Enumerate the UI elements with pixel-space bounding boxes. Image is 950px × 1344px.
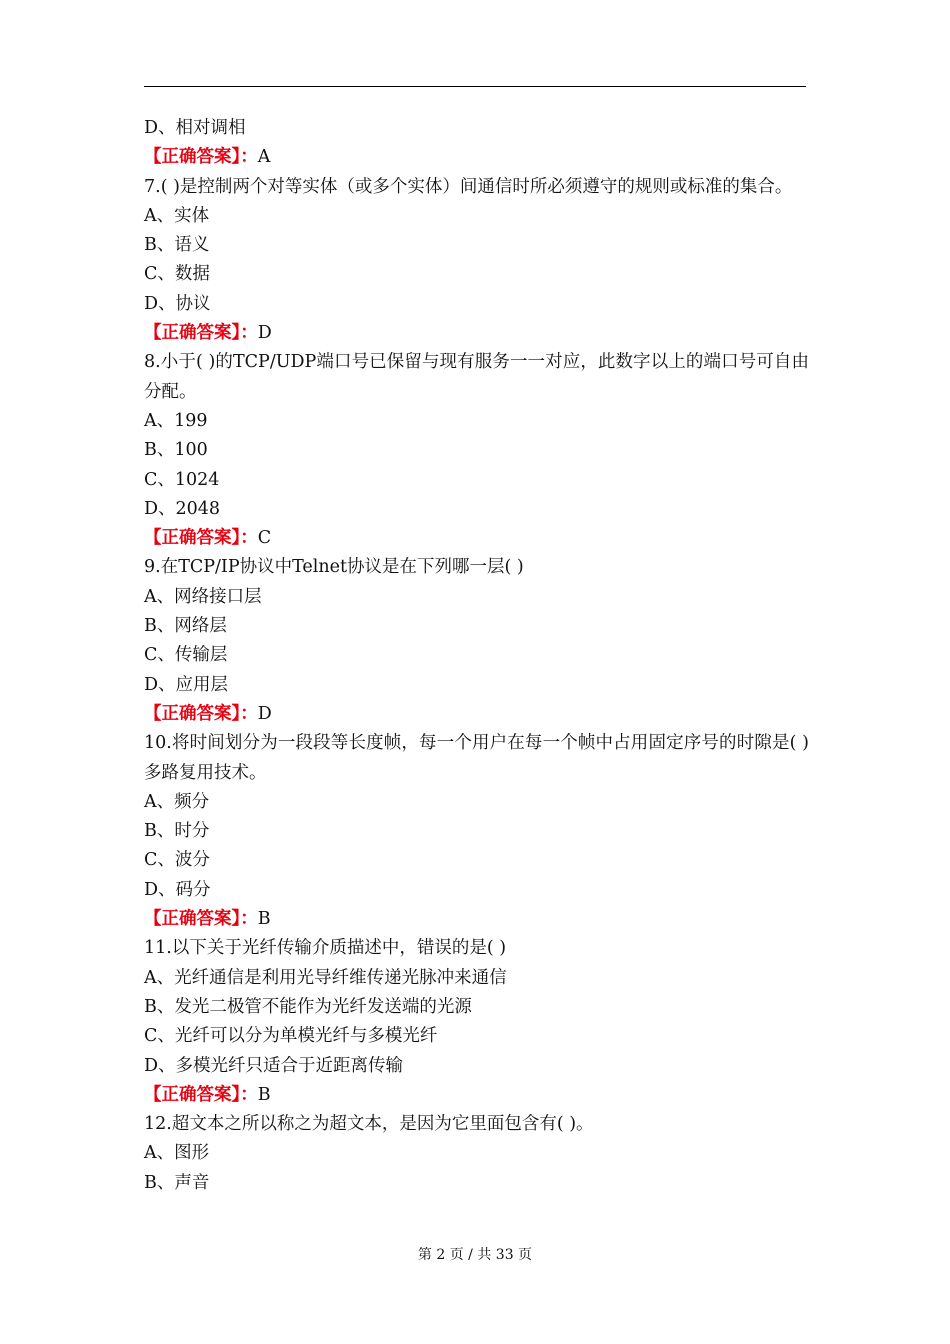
answer-tag: 【正确答案】： <box>144 1084 258 1105</box>
option-line: D、相对调相 <box>144 118 246 138</box>
question-block <box>144 348 809 553</box>
option-line: D、2048 <box>144 498 221 519</box>
question-block <box>144 934 809 1110</box>
header-rule <box>144 86 806 87</box>
answer-line <box>144 143 809 172</box>
question-text: 8.小于( )的TCP/UDP端口号已保留与现有服务一一对应，此数字以上的端口号可自由分配。 <box>144 352 809 402</box>
option-line: D、应用层 <box>144 674 229 695</box>
answer-line <box>144 524 809 553</box>
answer-line <box>144 1081 809 1110</box>
option-line: A、199 <box>144 410 208 431</box>
option-line: B、100 <box>144 440 208 461</box>
answer-value: B <box>257 1084 271 1105</box>
option-line: A、频分 <box>144 791 210 812</box>
answer-value: D <box>257 323 272 344</box>
answer-line <box>144 319 809 348</box>
option-line: C、数据 <box>144 264 210 285</box>
option-line: C、光纤可以分为单模光纤与多模光纤 <box>144 1026 438 1047</box>
page-footer: 第 2 页 / 共 33 页 <box>417 1247 533 1263</box>
question-block <box>144 553 809 729</box>
question-block <box>144 729 809 934</box>
option-line: A、图形 <box>144 1143 210 1164</box>
question-text: 10.将时间划分为一段段等长度帧，每一个用户在每一个帧中占用固定序号的时隙是( )多路复用技术。 <box>144 733 809 783</box>
option-line: A、实体 <box>144 205 210 226</box>
option-line: A、网络接口层 <box>144 586 262 607</box>
question-block <box>144 173 809 349</box>
answer-tag: 【正确答案】： <box>144 528 258 549</box>
option-line: A、光纤通信是利用光导纤维传递光脉冲来通信 <box>144 967 507 988</box>
answer-tag: 【正确答案】： <box>144 703 258 724</box>
answer-tag: 【正确答案】： <box>144 147 258 168</box>
option-line: B、网络层 <box>144 616 227 637</box>
answer-line <box>144 700 809 729</box>
answer-value: A <box>257 147 271 168</box>
answer-tag: 【正确答案】： <box>144 909 258 930</box>
option-line: B、语义 <box>144 235 210 256</box>
option-line: C、传输层 <box>144 645 228 666</box>
question-block <box>144 1110 809 1198</box>
answer-value: C <box>257 528 272 549</box>
answer-value: D <box>257 703 272 724</box>
answer-line <box>144 905 809 934</box>
option-line: D、码分 <box>144 879 211 900</box>
page-content <box>144 114 809 1198</box>
answer-value: B <box>257 909 271 930</box>
option-line: B、声音 <box>144 1172 210 1193</box>
option-line: B、时分 <box>144 821 210 842</box>
option-line: B、发光二极管不能作为光纤发送端的光源 <box>144 996 472 1017</box>
option-line: C、1024 <box>144 469 220 490</box>
option-line: D、多模光纤只适合于近距离传输 <box>144 1055 404 1076</box>
question-text: 7.( )是控制两个对等实体（或多个实体）间通信时所必须遵守的规则或标准的集合。 <box>144 176 793 197</box>
question-list <box>144 173 809 1198</box>
option-line: C、波分 <box>144 850 210 871</box>
question-text: 12.超文本之所以称之为超文本，是因为它里面包含有( )。 <box>144 1114 594 1135</box>
option-line: D、协议 <box>144 293 211 314</box>
answer-tag: 【正确答案】： <box>144 323 258 344</box>
question-text: 9.在TCP/IP协议中Telnet协议是在下列哪一层( ) <box>144 557 524 578</box>
question-text: 11.以下关于光纤传输介质描述中，错误的是( ) <box>144 938 507 959</box>
